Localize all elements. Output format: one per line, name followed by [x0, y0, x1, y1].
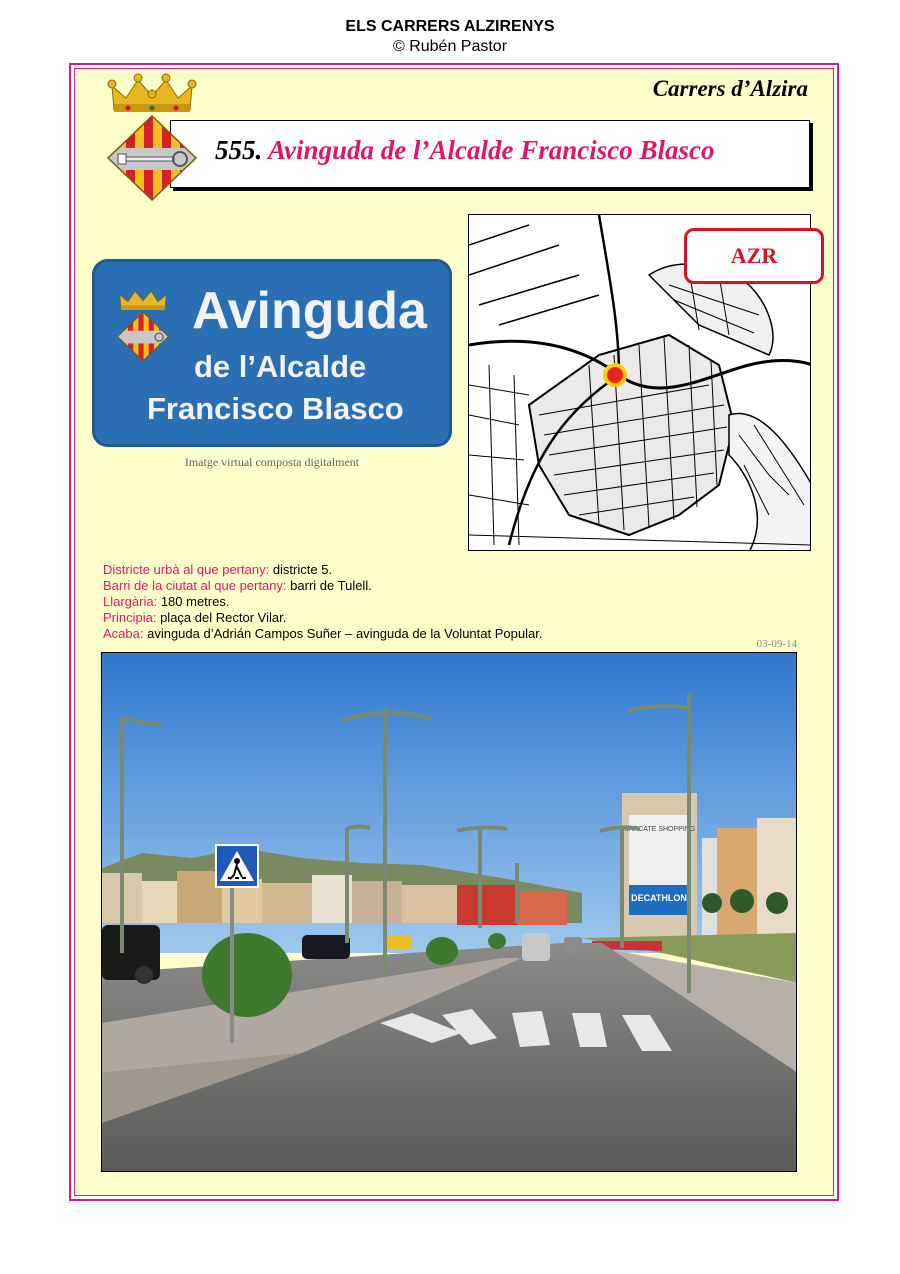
- series-label: Carrers d’Alzira: [652, 76, 808, 101]
- info-value: barri de Tulell.: [286, 578, 372, 593]
- document-author: © Rubén Pastor: [392, 38, 508, 55]
- sign-coat-of-arms-icon: [114, 287, 172, 368]
- street-sign-image: [92, 259, 452, 447]
- info-label: Principia:: [103, 610, 157, 625]
- street-number: 555.: [215, 135, 263, 165]
- info-line-neighborhood: [103, 578, 542, 594]
- info-value: districte 5.: [269, 562, 333, 577]
- pedestrian-crossing-sign-icon: [216, 845, 258, 887]
- district-badge: AZR: [684, 228, 824, 284]
- coat-of-arms-icon: [104, 72, 200, 209]
- street-title: [215, 135, 715, 166]
- street-name: Avinguda de l’Alcalde Francisco Blasco: [268, 135, 715, 165]
- date-stamp: 03-09-14: [756, 638, 797, 650]
- street-photo: [101, 652, 797, 1172]
- info-line-end: [103, 626, 542, 642]
- sign-text-line2: de l’Alcalde: [194, 349, 367, 384]
- billboard-top-text: MARCATE SHOPPING: [622, 826, 696, 833]
- info-value: avinguda d’Adrián Campos Suñer – avinguda de la Voluntat Popular.: [143, 626, 543, 641]
- info-label: Districte urbà al que pertany:: [103, 562, 270, 577]
- info-line-district: [103, 562, 542, 578]
- info-line-length: [103, 594, 542, 610]
- street-title-box: [170, 120, 810, 188]
- billboard-brand: DECATHLON: [631, 893, 687, 903]
- sign-caption: Imatge virtual composta digitalment: [184, 455, 360, 469]
- info-label: Barri de la ciutat al que pertany:: [103, 578, 287, 593]
- info-value: plaça del Rector Vilar.: [156, 610, 287, 625]
- document-header-title: ELS CARRERS ALZIRENYS: [345, 18, 555, 35]
- sign-text-line1: Avinguda: [192, 282, 427, 340]
- info-label: Acaba:: [103, 626, 144, 641]
- info-line-start: [103, 610, 542, 626]
- info-value: 180 metres.: [157, 594, 230, 609]
- sign-text-line3: Francisco Blasco: [147, 391, 404, 426]
- street-info: [103, 562, 542, 642]
- info-label: Llargària:: [103, 594, 158, 609]
